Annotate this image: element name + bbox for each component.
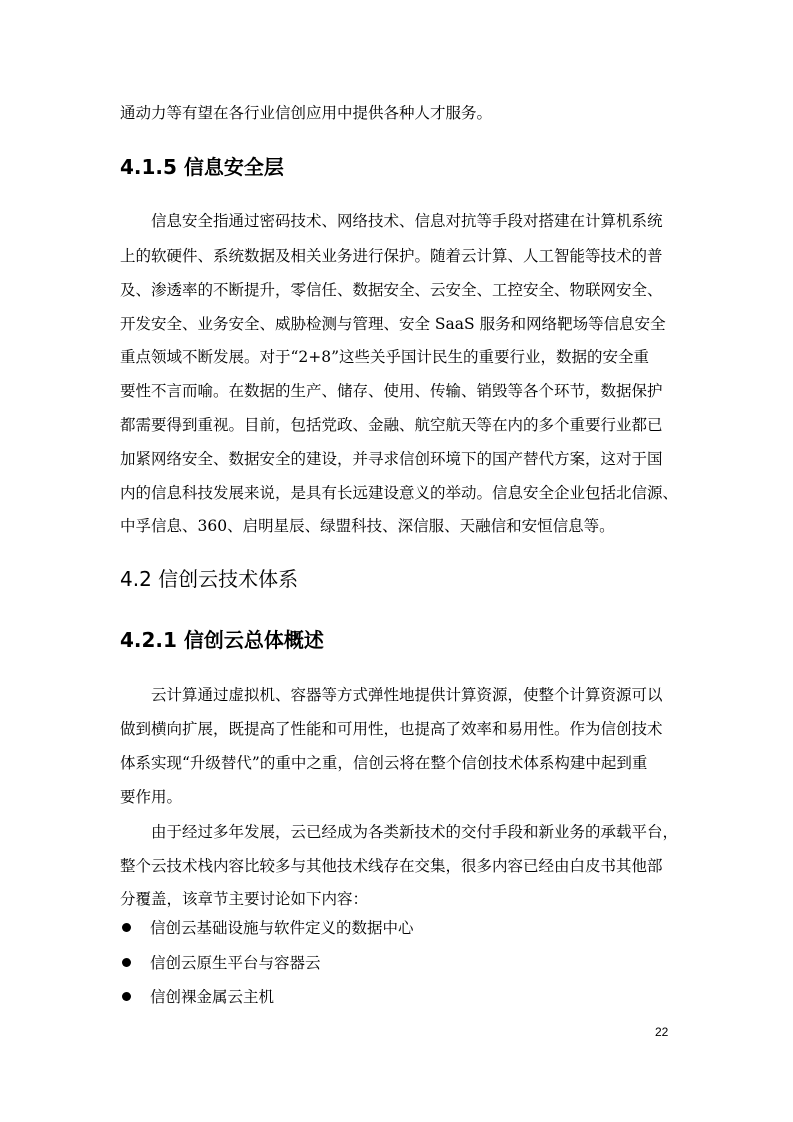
paragraph-line: 中孚信息、360、启明星辰、绿盟科技、深信服、天融信和安恒信息等。 [120, 517, 615, 535]
section-heading-4-2: 4.2 信创云技术体系 [120, 567, 299, 591]
paragraph-line: 信息安全指通过密码技术、网络技术、信息对抗等手段对搭建在计算机系统 [151, 212, 663, 230]
list-item-text: 信创云原生平台与容器云 [150, 954, 321, 972]
paragraph-line: 重点领域不断发展。对于“2+8”这些关乎国计民生的重要行业，数据的安全重 [120, 348, 650, 366]
paragraph-line: 开发安全、业务安全、威胁检测与管理、安全 SaaS 服务和网络靶场等信息安全 [120, 315, 666, 333]
intro-line: 通动力等有望在各行业信创应用中提供各种人才服务。 [120, 104, 493, 122]
paragraph-line: 整个云技术栈内容比较多与其他技术线存在交集，很多内容已经由白皮书其他部 [120, 857, 663, 875]
list-item-text: 信创云基础设施与软件定义的数据中心 [150, 919, 414, 937]
paragraph-line: 做到横向扩展，既提高了性能和可用性，也提高了效率和易用性。作为信创技术 [120, 720, 663, 738]
paragraph-line: 要性不言而喻。在数据的生产、储存、使用、传输、销毁等各个环节，数据保护 [120, 382, 663, 400]
paragraph-line: 要作用。 [120, 788, 183, 806]
bullet-icon [122, 958, 131, 967]
paragraph-line: 体系实现“升级替代”的重中之重，信创云将在整个信创技术体系构建中起到重 [120, 754, 648, 772]
page-number: 22 [655, 1025, 669, 1039]
list-item-text: 信创裸金属云主机 [150, 988, 275, 1006]
section-heading-4-2-1: 4.2.1 信创云总体概述 [120, 628, 324, 652]
section-heading-4-1-5: 4.1.5 信息安全层 [120, 155, 284, 179]
bullet-icon [122, 992, 131, 1001]
paragraph-line: 及、渗透率的不断提升，零信任、数据安全、云安全、工控安全、物联网安全、 [120, 281, 663, 299]
paragraph-line: 由于经过多年发展，云已经成为各类新技术的交付手段和新业务的承载平台， [151, 823, 679, 841]
paragraph-line: 上的软硬件、系统数据及相关业务进行保护。随着云计算、人工智能等技术的普 [120, 247, 663, 265]
paragraph-line: 加紧网络安全、数据安全的建设，并寻求信创环境下的国产替代方案，这对于国 [120, 450, 663, 468]
paragraph-line: 内的信息科技发展来说，是具有长远建设意义的举动。信息安全企业包括北信源、 [120, 484, 679, 502]
paragraph-line: 都需要得到重视。目前，包括党政、金融、航空航天等在内的多个重要行业都已 [120, 416, 663, 434]
paragraph-line: 分覆盖，该章节主要讨论如下内容： [120, 890, 369, 908]
paragraph-line: 云计算通过虚拟机、容器等方式弹性地提供计算资源，使整个计算资源可以 [151, 686, 663, 704]
bullet-icon [122, 923, 131, 932]
